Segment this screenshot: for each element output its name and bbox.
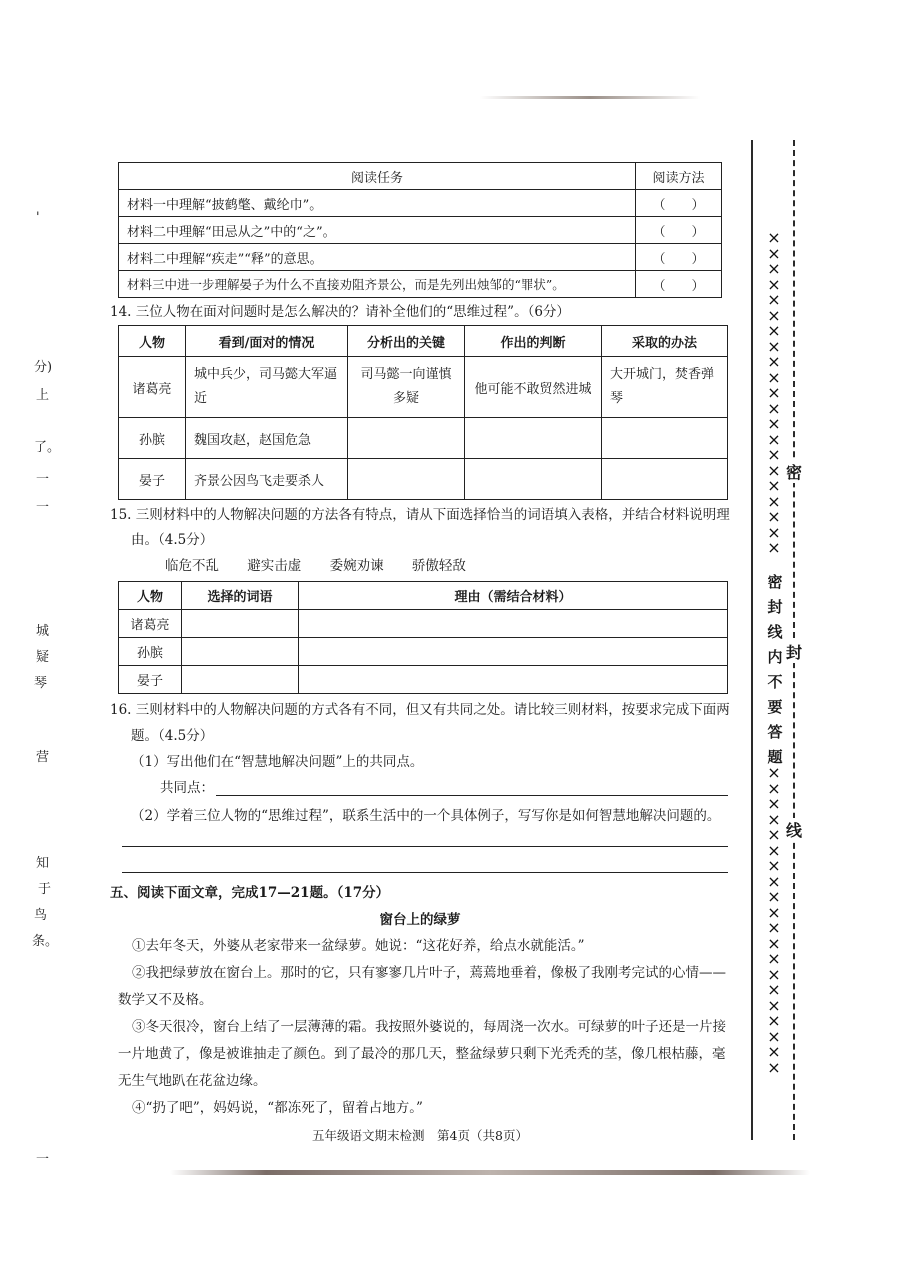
table-row (119, 418, 728, 459)
person-cell: 诸葛亮 (119, 357, 186, 418)
table-row (119, 190, 722, 217)
question-16-line1: 16. 三则材料中的人物解决问题的方式各有不同，但又有共同之处。请比较三则材料，按要求完成下面两 (110, 702, 730, 718)
person-cell: 晏子 (119, 459, 186, 500)
task-cell: 材料三中进一步理解晏子为什么不直接劝阻齐景公，而是先列出烛邹的“罪状”。 (119, 271, 636, 298)
question-16-sub1: （1）写出他们在“智慧地解决问题”上的共同点。 (131, 754, 424, 770)
person-cell: 孙膑 (119, 638, 182, 666)
method-answer-blank[interactable]: （ ） (636, 271, 722, 298)
fragment: 分) (34, 360, 53, 375)
task-cell: 材料一中理解“披鹤氅、戴纶巾”。 (119, 190, 636, 217)
answer-line[interactable] (122, 846, 728, 847)
word-option: 避实击虚 (247, 558, 302, 574)
fragment: 条。 (32, 934, 59, 949)
action-cell: 大开城门，焚香弹琴 (602, 357, 728, 418)
word-answer-cell[interactable] (182, 666, 299, 694)
table-row (119, 244, 722, 271)
page-footer: 五年级语文期末检测 第4页（共8页） (312, 1128, 528, 1143)
situation-cell: 齐景公因鸟飞走要杀人 (186, 459, 348, 500)
binding-mark-feng: 封 (784, 640, 804, 663)
article-title: 窗台上的绿萝 (379, 912, 461, 928)
question-15-line2: 由。（4.5分） (131, 532, 214, 548)
fragment: 知 (36, 856, 50, 871)
header-task: 阅读任务 (119, 163, 636, 190)
fragment: 城 (36, 624, 50, 639)
question-16-sub2: （2）学着三位人物的“思维过程”，联系生活中的一个具体例子，写写你是如何智慧地解决问题的。 (131, 808, 721, 824)
word-option: 骄傲轻敌 (411, 558, 466, 574)
table-row (119, 638, 728, 666)
action-answer-cell[interactable] (602, 418, 728, 459)
fragment: 一 (36, 472, 50, 487)
person-cell: 诸葛亮 (119, 610, 182, 638)
table-header-row (119, 582, 728, 610)
method-answer-blank[interactable]: （ ） (636, 217, 722, 244)
reason-answer-cell[interactable] (299, 666, 728, 694)
seal-warning-text: 密 封 线 内 不 要 答 题 (767, 573, 783, 766)
article-paragraph-1: ①去年冬天，外婆从老家带来一盆绿萝。她说：“这花好养，给点水就能活。” (132, 938, 585, 954)
judgement-cell: 他可能不敢贸然进城 (465, 357, 602, 418)
fragment: 一 (36, 500, 50, 515)
situation-cell: 城中兵少，司马懿大军逼近 (186, 357, 348, 418)
person-cell: 晏子 (119, 666, 182, 694)
reason-answer-cell[interactable] (299, 610, 728, 638)
header-person: 人物 (119, 326, 186, 357)
judgement-answer-cell[interactable] (465, 418, 602, 459)
common-point-answer-line[interactable] (216, 795, 728, 796)
reason-answer-cell[interactable] (299, 638, 728, 666)
paragraph-text: ③冬天很冷，窗台上结了一层薄薄的霜。我按照外婆说的，每周浇一次水。可绿萝的叶子还是一片接一片地黄了，像是被谁抽走了颜色。到了最冷的那几天，整盆绿萝只剩下光秃秃的茎，像几根枯藤，毫无生气地趴在花盆边缘。 (118, 1019, 726, 1089)
fragment: 一 (36, 1152, 50, 1167)
word-option: 临危不乱 (165, 558, 219, 574)
binding-solid-line (751, 140, 753, 1140)
header-situation: 看到/面对的情况 (186, 326, 348, 357)
header-key: 分析出的关键 (348, 326, 465, 357)
key-cell: 司马懿一向谨慎多疑 (348, 357, 465, 418)
table-row (119, 666, 728, 694)
fragment: 疑 (36, 650, 50, 665)
table-row (119, 217, 722, 244)
header-method: 阅读方法 (636, 163, 722, 190)
article-paragraph-4: ④“扔了吧”，妈妈说，“都冻死了，留着占地方。” (132, 1100, 423, 1116)
person-cell: 孙膑 (119, 418, 186, 459)
word-answer-cell[interactable] (182, 638, 299, 666)
fragment: ' (36, 210, 40, 225)
fragment: 了。 (34, 440, 61, 455)
fragment: 鸟 (34, 908, 48, 923)
fragment: 于 (38, 882, 52, 897)
task-cell: 材料二中理解“田忌从之”中的“之”。 (119, 217, 636, 244)
binding-mark-mi: 密 (784, 460, 804, 483)
table-header-row (119, 326, 728, 357)
fragment: 营 (36, 750, 50, 765)
header-reason: 理由（需结合材料） (299, 582, 728, 610)
judgement-answer-cell[interactable] (465, 459, 602, 500)
paragraph-text: ②我把绿萝放在窗台上。那时的它，只有寥寥几片叶子，蔫蔫地垂着，像极了我刚考完试的心情——数学又不及格。 (118, 965, 726, 1008)
article-paragraph-2 (118, 960, 730, 1014)
word-bank (165, 556, 466, 576)
table-row (119, 357, 728, 418)
question-15-line1: 15. 三则材料中的人物解决问题的方法各有特点，请从下面选择恰当的词语填入表格，并结合材料说明理 (110, 507, 730, 523)
question-14: 14. 三位人物在面对问题时是怎么解决的？请补全他们的“思维过程”。（6分） (110, 304, 570, 320)
thinking-process-table (118, 325, 728, 500)
word-option: 委婉劝谏 (329, 558, 384, 574)
binding-mark-xian: 线 (784, 818, 804, 841)
situation-cell: 魏国攻赵，赵国危急 (186, 418, 348, 459)
reading-task-table (118, 162, 722, 298)
header-judgement: 作出的判断 (465, 326, 602, 357)
section-5-heading: 五、阅读下面文章，完成17—21题。（17分） (110, 885, 390, 901)
article-paragraph-3 (118, 1014, 730, 1095)
word-answer-cell[interactable] (182, 610, 299, 638)
common-point-label: 共同点： (160, 780, 214, 796)
key-answer-cell[interactable] (348, 459, 465, 500)
task-cell: 材料二中理解“疾走”“释”的意思。 (119, 244, 636, 271)
table-row (119, 459, 728, 500)
table-row (119, 610, 728, 638)
fragment: 琴 (34, 676, 48, 691)
table-row (119, 271, 722, 298)
action-answer-cell[interactable] (602, 459, 728, 500)
method-answer-blank[interactable]: （ ） (636, 244, 722, 271)
key-answer-cell[interactable] (348, 418, 465, 459)
method-answer-blank[interactable]: （ ） (636, 190, 722, 217)
scan-artifact-bottom (170, 1170, 810, 1175)
header-word: 选择的词语 (182, 582, 299, 610)
scan-artifact-top (480, 96, 700, 99)
header-person: 人物 (119, 582, 182, 610)
fragment: 上 (36, 388, 50, 403)
method-word-table (118, 581, 728, 694)
cross-marks-bottom: × × × × × × × × × × × × × × × × × × × × (767, 763, 781, 1077)
header-action: 采取的办法 (602, 326, 728, 357)
question-16-line2: 题。（4.5分） (131, 728, 214, 744)
answer-line[interactable] (122, 872, 728, 873)
table-header-row (119, 163, 722, 190)
cross-marks-top: × × × × × × × × × × × × × × × × × × × × × (767, 228, 781, 557)
